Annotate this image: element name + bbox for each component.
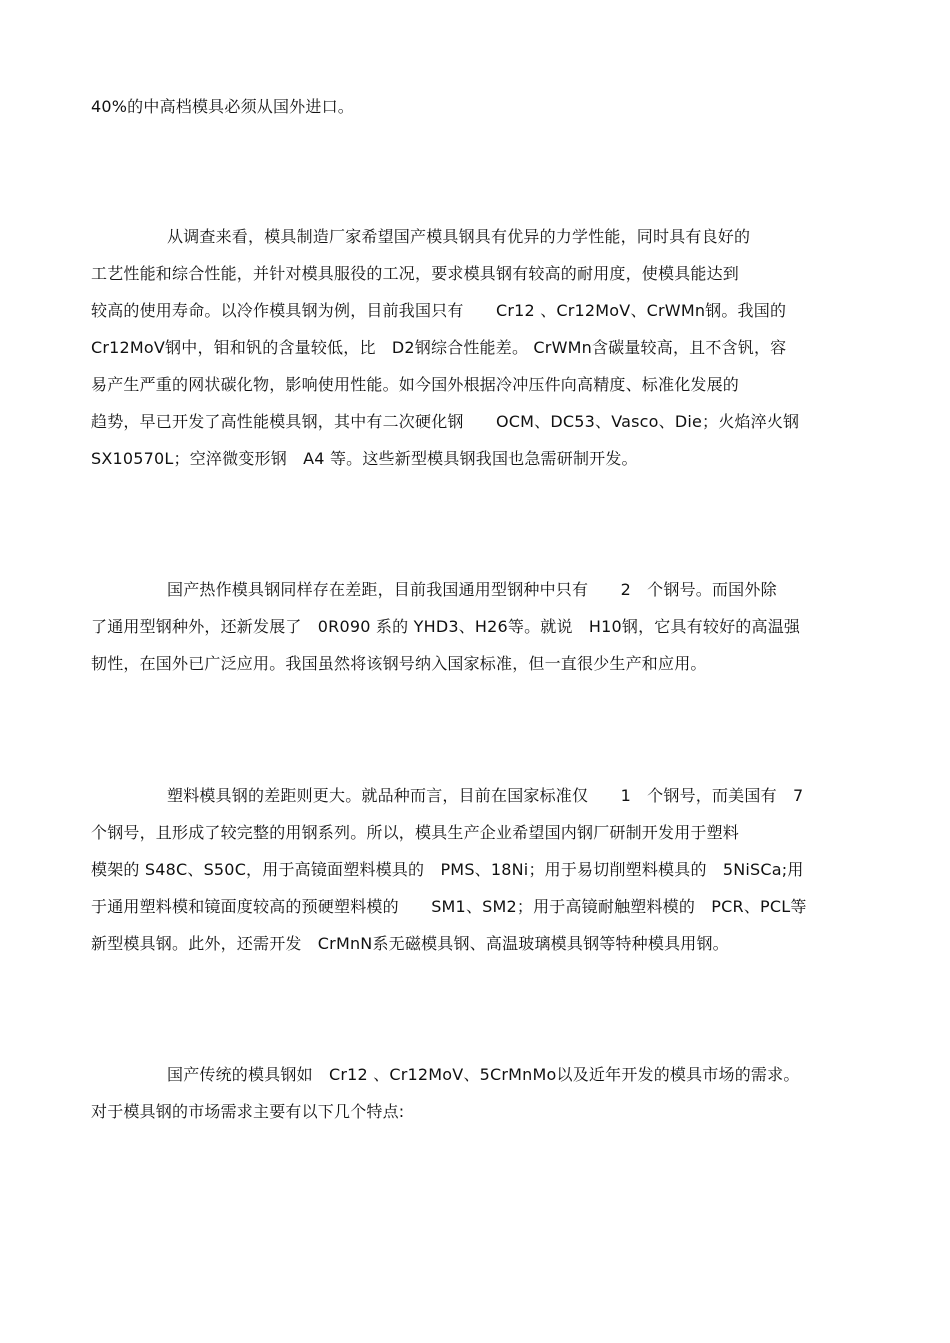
paragraph-3-line-2: 了通用型钢种外，还新发展了 0R090 系的 YHD3、H26等。就说 H10钢，它具有较好的高温强 — [91, 617, 801, 636]
paragraph-2-line-5: 易产生严重的网状碳化物，影响使用性能。如今国外根据冷冲压件向高精度、标准化发展的 — [91, 375, 740, 394]
paragraph-4-line-2: 个钢号，且形成了较完整的用钢系列。所以，模具生产企业希望国内钢厂研制开发用于塑料 — [91, 823, 740, 842]
paragraph-3-line-3: 韧性，在国外已广泛应用。我国虽然将该钢号纳入国家标准，但一直很少生产和应用。 — [91, 654, 707, 673]
paragraph-2-line-7: SX10570L；空淬微变形钢 A4 等。这些新型模具钢我国也急需研制开发。 — [91, 449, 638, 468]
paragraph-1-line-1: 40%的中高档模具必须从国外进口。 — [91, 97, 354, 116]
paragraph-4-line-1: 塑料模具钢的差距则更大。就品种而言，目前在国家标准仅 1 个钢号，而美国有 7 — [167, 786, 804, 805]
paragraph-2-line-6: 趋势，早已开发了高性能模具钢，其中有二次硬化钢 OCM、DC53、Vasco、Die；火焰淬火钢 — [91, 412, 800, 431]
paragraph-2-line-4: Cr12MoV钢中，钼和钒的含量较低，比 D2钢综合性能差。 CrWMn含碳量较高，且不含钒，容 — [91, 338, 787, 357]
paragraph-4-line-3: 模架的 S48C、S50C，用于高镜面塑料模具的 PMS、18Ni；用于易切削塑料模具的 5NiSCa;用 — [91, 860, 804, 879]
paragraph-4-line-5: 新型模具钢。此外，还需开发 CrMnN系无磁模具钢、高温玻璃模具钢等特种模具用钢。 — [91, 934, 729, 953]
paragraph-2-line-2: 工艺性能和综合性能，并针对模具服役的工况，要求模具钢有较高的耐用度，使模具能达到 — [91, 264, 740, 283]
paragraph-2-line-1: 从调查来看，模具制造厂家希望国产模具钢具有优异的力学性能，同时具有良好的 — [167, 227, 751, 246]
paragraph-5-line-1: 国产传统的模具钢如 Cr12 、Cr12MoV、5CrMnMo以及近年开发的模具市场的需求。 — [167, 1065, 800, 1084]
paragraph-4-line-4: 于通用塑料模和镜面度较高的预硬塑料模的 SM1、SM2；用于高镜耐触塑料模的 PCR、PCL等 — [91, 897, 807, 916]
paragraph-2-line-3: 较高的使用寿命。以冷作模具钢为例，目前我国只有 Cr12 、Cr12MoV、CrWMn钢。我国的 — [91, 301, 787, 320]
paragraph-3-line-1: 国产热作模具钢同样存在差距，目前我国通用型钢种中只有 2 个钢号。而国外除 — [167, 580, 777, 599]
paragraph-5-line-2: 对于模具钢的市场需求主要有以下几个特点: — [91, 1102, 405, 1121]
